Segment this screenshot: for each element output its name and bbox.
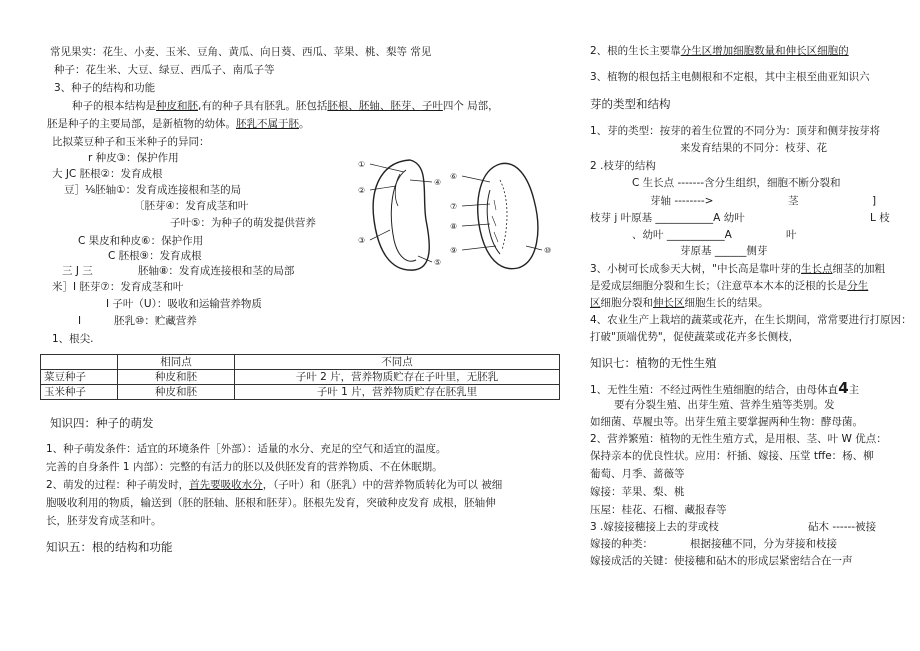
bean-seed-figure (370, 160, 432, 270)
text-span: 2、根的生长主要靠 (590, 45, 681, 57)
table-header-row (41, 355, 560, 370)
tree-growth-line1 (590, 262, 885, 276)
corn-hypocotyl: 胚轴⑧：发育成连接根和茎的局部 (138, 265, 295, 277)
germination-line5: 长，胚芽发育成茎和叶。 (46, 515, 162, 527)
bean-cotyledon: 子叶⑤：为种子的萌发提供营养 (170, 217, 316, 229)
pruning-line1: 4、农业生产上栽培的蔬菜或花卉，在生长期间，常常要进行打原因： (590, 314, 912, 326)
text-span: 细胞分裂和 (600, 297, 653, 309)
bean-hypocotyl: 豆］⅛胚轴①：发育成连接根和茎的局 (64, 184, 242, 196)
heading-bud: 芽的类型和结构 (590, 97, 671, 111)
table-cell: 玉米种子 (41, 385, 118, 400)
underlined-term: 伸长区 (653, 297, 685, 309)
corn-label: ⑩ (544, 246, 552, 255)
branch-label: L 枝 (870, 212, 890, 224)
text-span: 细茎的加粗 (832, 263, 886, 275)
text-span: 2、萌发的过程：种子萌发时， (46, 479, 190, 491)
asexual-line1 (590, 381, 859, 397)
germination-line3 (46, 478, 502, 492)
growing-point-line: C 生长点 -------含分生组织，细胞不断分裂和 (632, 177, 841, 189)
young-leaf: 、幼叶 ___________A (632, 229, 732, 241)
stem-label: 茎 (788, 195, 799, 207)
bud-types-line1: 1、芽的类型：按芽的着生位置的不同分为：顶芽和侧芽按芽将 (590, 125, 881, 137)
seed-comparison-table (40, 354, 560, 400)
table-cell: 子叶 1 片，营养物质贮存在胚乳里 (235, 385, 560, 400)
text-span: 1、无性生殖：不经过两性生殖细胞的结合，由母体直 (590, 384, 839, 396)
vegetative-line1: 2、营养繁殖：植物的无性生殖方式，是用根、茎、叶 W 优点： (590, 433, 887, 445)
vegetative-line3: 葡萄、月季、蔷薇等 (590, 468, 685, 480)
leaf-primordium: 枝芽 j 叶原基 ___________A 幼叶 (590, 212, 745, 224)
germination-line2: 完善的自身条件 1 内部）：完整的有活力的胚以及供胚发育的营养物质、不在休眠期。 (46, 461, 443, 473)
vegetative-line2: 保持亲本的优良性状。应用：杆插、嫁接、压堂 tffe：杨、柳 (590, 450, 874, 462)
bud-types-line2: 来发育结果的不同分：枝芽、花 (680, 142, 827, 154)
fruit-examples-line2: 种子：花生米、大豆、绿豆、西瓜子、南瓜子等 (54, 64, 275, 76)
bean-label: ③ (358, 236, 366, 245)
seed-structure-para-line1 (72, 99, 499, 113)
underlined-term: 胚根、胚轴、胚芽、子叶 (327, 100, 443, 112)
text-span: 是爱成层细胞分裂和生长；（注意草本木本的泛根的长是 (590, 280, 848, 292)
table-cell: 菜豆种子 (41, 370, 118, 385)
branch-bud-structure: 2 .枝芽的结构 (590, 160, 656, 172)
grafting-examples: 嫁接：苹果、梨、桃 (590, 486, 685, 498)
table-cell: 种皮和胚 (118, 370, 235, 385)
bud-axis: 芽轴 --------> (650, 195, 714, 207)
table-header-cell: 不同点 (235, 355, 560, 370)
heading-seed-structure: 3、种子的结构和功能 (54, 82, 156, 94)
underlined-term: 首先要吸收水分 (189, 479, 263, 491)
table-header-cell: 相同点 (118, 355, 235, 370)
bracket-mark: ] (872, 195, 877, 207)
heading-vegetative: 知识七：植物的无性生殖 (590, 356, 717, 370)
corn-endosperm-mark: I (78, 315, 82, 327)
text-span: ,有的种子具有胚乳。胚包括 (198, 100, 328, 112)
text-span: 主 (848, 384, 860, 396)
bean-seedcoat: r 种皮③：保护作用 (88, 152, 179, 164)
table-row (41, 370, 560, 385)
seed-structure-para-line2 (47, 117, 310, 131)
leaf-label: 叶 (786, 229, 797, 241)
tree-growth-line2 (590, 279, 868, 293)
text-span: 四个 局部， (442, 100, 499, 112)
heading-germination: 知识四：种子的萌发 (50, 416, 154, 430)
heading-root: 知识五：根的结构和功能 (46, 540, 173, 554)
root-growth-line (590, 44, 849, 58)
bean-label: ① (358, 160, 366, 169)
corn-label: ⑦ (450, 202, 458, 211)
germination-line4: 胞吸收利用的物质，输送到（胚的胚轴、胚根和胚芽）。胚根先发育，突破种皮发育 成根，胚轴伸 (46, 497, 496, 509)
grafting-scion: 3 .嫁接接穗接上去的芽或枝 (590, 521, 719, 533)
root-types-line: 3、植物的根包括主电侧根和不定根，其中主根至曲亚知识六 (590, 71, 870, 83)
bean-radicle: 大 JC 胚根②：发育成根 (52, 168, 163, 180)
bean-label: ② (358, 186, 366, 195)
root-tip-label: 1、根尖. (52, 333, 94, 345)
layering-examples: 压屋：桂花、石榴、藏报春等 (590, 504, 727, 516)
grafting-types: 根据接穗不同，分为芽接和枝接 (690, 538, 837, 550)
corn-endosperm: 胚乳⑩：贮藏营养 (114, 315, 197, 327)
bud-primordium: 芽原基 ______侧芽 (680, 245, 768, 257)
bean-label: ⑤ (434, 258, 442, 267)
underlined-term: 生长点 (801, 263, 833, 275)
pruning-line2: 打破"顶端优势"，促使蔬菜或花卉多长侧枝， (590, 331, 800, 343)
text-span: 细胞生长的结果。 (684, 297, 769, 309)
table-row (41, 385, 560, 400)
table-cell: 种皮和胚 (118, 385, 235, 400)
underlined-term: 分生 (847, 280, 869, 292)
compare-heading: 比拟菜豆种子和玉米种子的异同： (52, 136, 210, 148)
underlined-term: 胚乳不属于胚 (236, 118, 299, 130)
corn-cotyledon: I 子叶（U）：吸收和运输营养物质 (106, 298, 262, 310)
grafting-stock: 砧木 ------被接 (808, 521, 877, 533)
corn-seed-figure (462, 163, 542, 268)
grafting-key: 嫁接成活的关键：使接穗和砧木的形成层紧密结合在一声 (590, 555, 853, 567)
bean-label: ④ (434, 178, 442, 187)
text-span: 胚是种子的主要局部，是新植物的幼体。 (47, 118, 236, 130)
corn-label: ⑧ (450, 222, 458, 231)
underlined-term: 分生区增加细胞数量和伸长区细胞的 (680, 45, 849, 57)
text-span: 。 (299, 118, 310, 130)
table-header-cell (41, 355, 118, 370)
text-span: 种子的根本结构是 (72, 100, 156, 112)
underlined-term: 种皮和胚 (156, 100, 198, 112)
corn-coat: C 果皮和种皮⑥：保护作用 (78, 235, 204, 247)
grafting-types-label: 嫁接的种类： (590, 538, 653, 550)
corn-label: ⑥ (450, 172, 458, 181)
fruit-examples-line1: 常见果实：花生、小麦、玉米、豆角、黄瓜、向日葵、西瓜、苹果、桃、梨等 常见 (50, 46, 432, 58)
bean-plumule: 〔胚芽④：发育成茎和叶 (134, 200, 249, 212)
corn-plumule: 米］I 胚芽⑦：发育成茎和叶 (52, 281, 184, 293)
text-span: 3、小树可长成参天大树，"中长高是靠叶芽的 (590, 263, 802, 275)
tree-growth-line3 (590, 296, 769, 310)
asexual-line2: 要有分裂生殖、出芽生殖、营养生殖等类别。发 (614, 399, 835, 411)
seed-diagram (350, 150, 560, 290)
corn-hypocotyl-mark: 三 J 三 (62, 265, 93, 277)
asexual-line3: 如细菌、草履虫等。出芽生殖主要掌握两种生物：酵母菌。 (590, 416, 863, 428)
large-digit: 4 (838, 379, 849, 397)
text-span: ，（子叶）和（胚乳）中的营养物质转化为可以 被细 (262, 479, 503, 491)
corn-radicle: C 胚根⑨：发育成根 (108, 250, 202, 262)
corn-label: ⑨ (450, 246, 458, 255)
table-cell: 子叶 2 片，营养物质贮存在子叶里，无胚乳 (235, 370, 560, 385)
underlined-term: 区 (590, 297, 601, 309)
germination-line1: 1、种子萌发条件：适宜的环境条件［外部）：适量的水分、充足的空气和适宜的温度。 (46, 443, 447, 455)
